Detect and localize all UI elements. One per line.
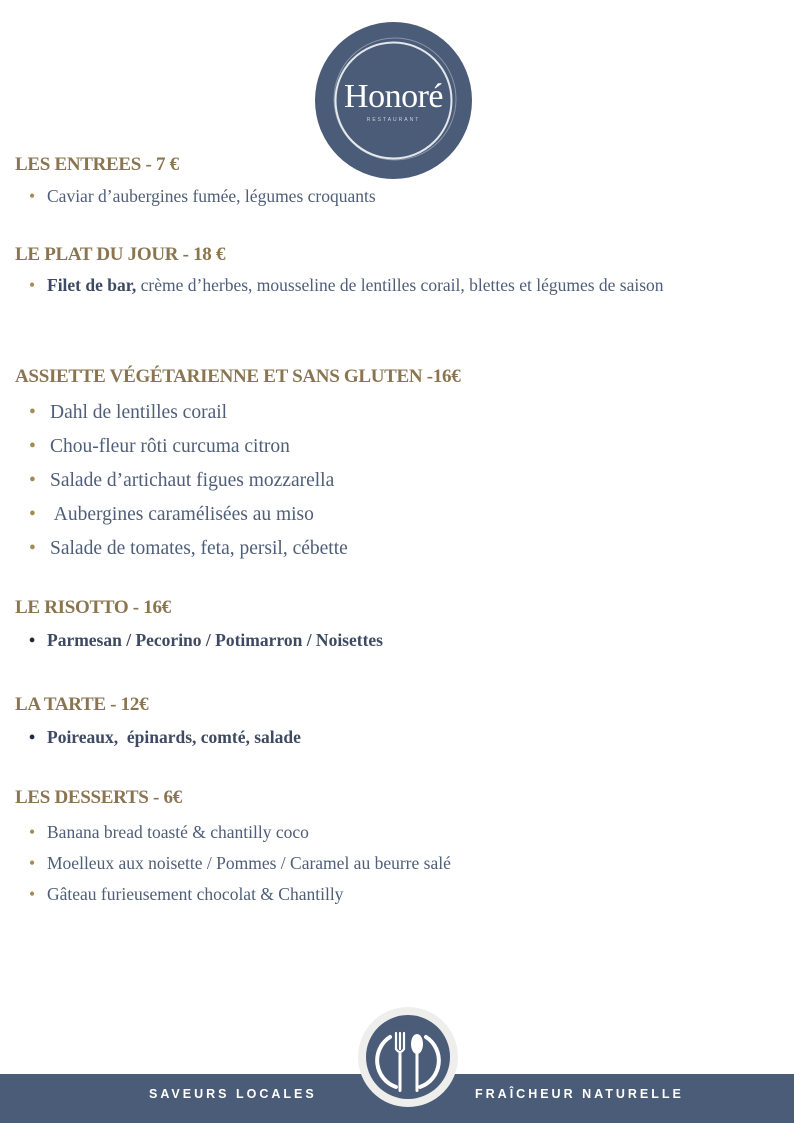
bullet-dot-icon: • (29, 822, 36, 842)
section-entrees (15, 155, 376, 207)
footer-right-text: FRAÎCHEUR NATURELLE (475, 1087, 684, 1101)
bullet-dot-icon: • (29, 436, 36, 457)
bullet-dot-icon: • (29, 538, 36, 559)
bullet-dot-icon: • (29, 470, 36, 491)
logo-subtitle: RESTAURANT (366, 117, 421, 123)
item-list (15, 630, 383, 651)
list-item (15, 186, 376, 207)
list-item (15, 532, 460, 566)
list-item (15, 879, 451, 910)
item-label: Moelleux aux noisette / Pommes / Caramel au beurre salé (47, 853, 451, 873)
list-item (15, 430, 460, 464)
item-list (15, 186, 376, 207)
item-label: crème d’herbes, mousseline de lentilles corail, blettes et légumes de saison (136, 275, 664, 295)
item-label: Poireaux, épinards, comté, salade (47, 727, 301, 747)
bullet-dot-icon: • (29, 402, 36, 423)
bullet-dot-icon: • (29, 504, 36, 525)
list-item (15, 396, 460, 430)
section-tarte (15, 695, 301, 748)
section-vegetarian (15, 367, 460, 566)
section-desserts (15, 788, 451, 910)
item-list (15, 727, 301, 748)
section-risotto (15, 598, 383, 651)
footer-emblem (358, 1007, 458, 1107)
item-label: Banana bread toasté & chantilly coco (47, 822, 309, 842)
item-label: Aubergines caramélisées au miso (50, 504, 314, 525)
list-item (15, 270, 727, 301)
item-label: Salade de tomates, feta, persil, cébette (50, 538, 348, 559)
item-label: Chou-fleur rôti curcuma citron (50, 436, 290, 457)
logo-name: Honoré (344, 78, 443, 115)
bullet-dot-icon: • (29, 275, 36, 295)
list-item (15, 630, 383, 651)
item-label: Gâteau furieusement chocolat & Chantilly (47, 884, 344, 904)
section-plat-du-jour (15, 245, 727, 301)
footer-left-text: SAVEURS LOCALES (149, 1087, 317, 1101)
list-item (15, 464, 460, 498)
item-label: Salade d’artichaut figues mozzarella (50, 470, 335, 491)
list-item (15, 498, 460, 532)
list-item (15, 848, 451, 879)
bullet-dot-icon: • (29, 186, 36, 206)
fork-spoon-icon (366, 1015, 450, 1099)
bullet-dot-icon: • (29, 853, 36, 873)
list-item (15, 727, 301, 748)
section-title: LES DESSERTS - 6€ (15, 787, 182, 808)
item-list (15, 817, 451, 910)
bullet-dot-icon: • (29, 727, 36, 747)
section-title: LE PLAT DU JOUR - 18 € (15, 244, 226, 265)
item-label: Caviar d’aubergines fumée, légumes croquants (47, 186, 376, 206)
item-label: Parmesan / Pecorino / Potimarron / Noisettes (47, 630, 383, 650)
bullet-dot-icon: • (29, 630, 36, 650)
section-title: LA TARTE - 12€ (15, 694, 149, 715)
bullet-dot-icon: • (29, 884, 36, 904)
section-title: LE RISOTTO - 16€ (15, 597, 171, 618)
item-list (15, 270, 727, 301)
section-title: LES ENTREES - 7 € (15, 154, 179, 175)
item-highlight: Filet de bar, (47, 275, 137, 295)
list-item (15, 817, 451, 848)
item-list (15, 396, 460, 566)
item-label: Dahl de lentilles corail (50, 402, 228, 423)
section-title: ASSIETTE VÉGÉTARIENNE ET SANS GLUTEN -16€ (15, 366, 461, 387)
